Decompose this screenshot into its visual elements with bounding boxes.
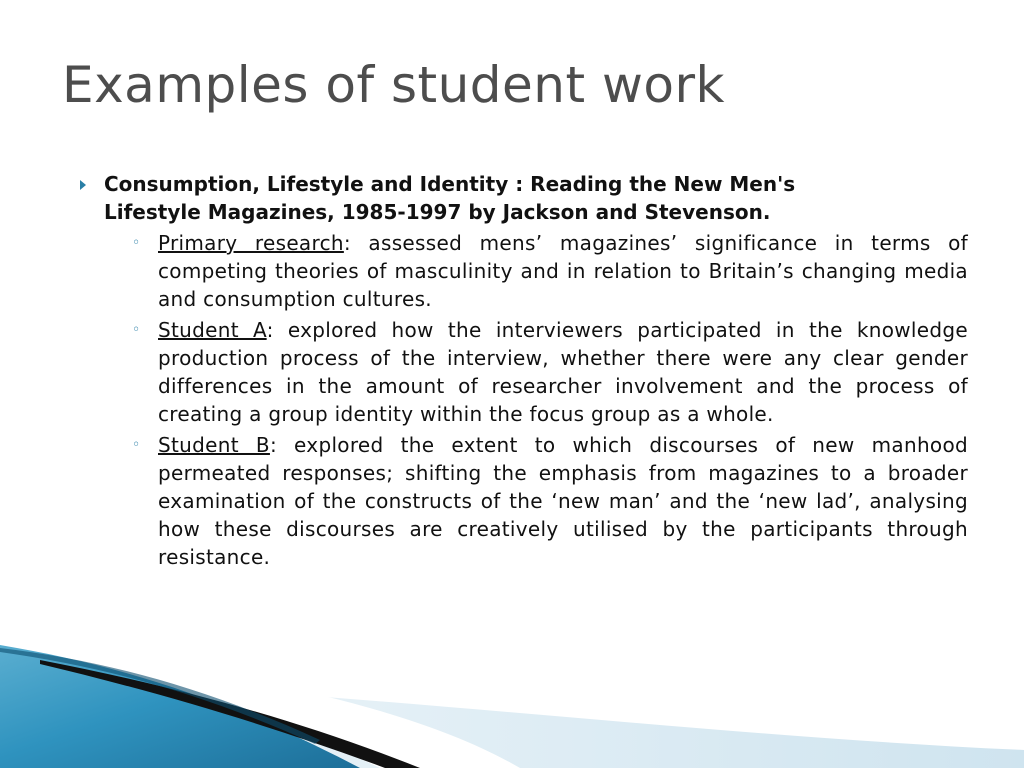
sub-bullet-list: [104, 229, 968, 571]
sub-item-student-b: [104, 431, 968, 571]
main-point-line1: Consumption, Lifestyle and Identity : Reading the New Men's: [104, 172, 796, 196]
sub-item-text: : explored the extent to which discourses of new manhood permeated responses; shifting the emphasis from magazines to a broader examination of the constructs of the ‘new man’ and the ‘new lad’, analysing how these discourses are creatively utilised by the participants through resistance.: [158, 433, 968, 569]
sub-item-student-a: [104, 316, 968, 428]
sub-item-text: : explored how the interviewers participated in the knowledge production process of the interview, whether there were any clear gender differences in the amount of researcher involvement and the process of creating a group identity within the focus group as a whole.: [158, 318, 968, 426]
sub-item-term: Student A: [158, 318, 267, 342]
sub-item-primary-research: [104, 229, 968, 313]
slide-content: [78, 170, 968, 574]
decorative-footer-swoosh: [0, 640, 1024, 768]
main-bullet-item: [78, 170, 968, 571]
circle-bullet-icon: ◦: [132, 437, 141, 453]
triangle-bullet-icon: [80, 180, 86, 190]
sub-item-text: : assessed mens’ magazines’ significance in terms of competing theories of masculinity and in relation to Britain’s changing media and consumption cultures.: [158, 231, 969, 311]
main-point-line2: Lifestyle Magazines, 1985-1997 by Jackson and Stevenson.: [104, 200, 771, 224]
slide-title: Examples of student work: [62, 56, 725, 114]
sub-item-term: Primary research: [158, 231, 344, 255]
circle-bullet-icon: ◦: [132, 322, 141, 338]
sub-item-term: Student B: [158, 433, 270, 457]
circle-bullet-icon: ◦: [132, 235, 141, 251]
